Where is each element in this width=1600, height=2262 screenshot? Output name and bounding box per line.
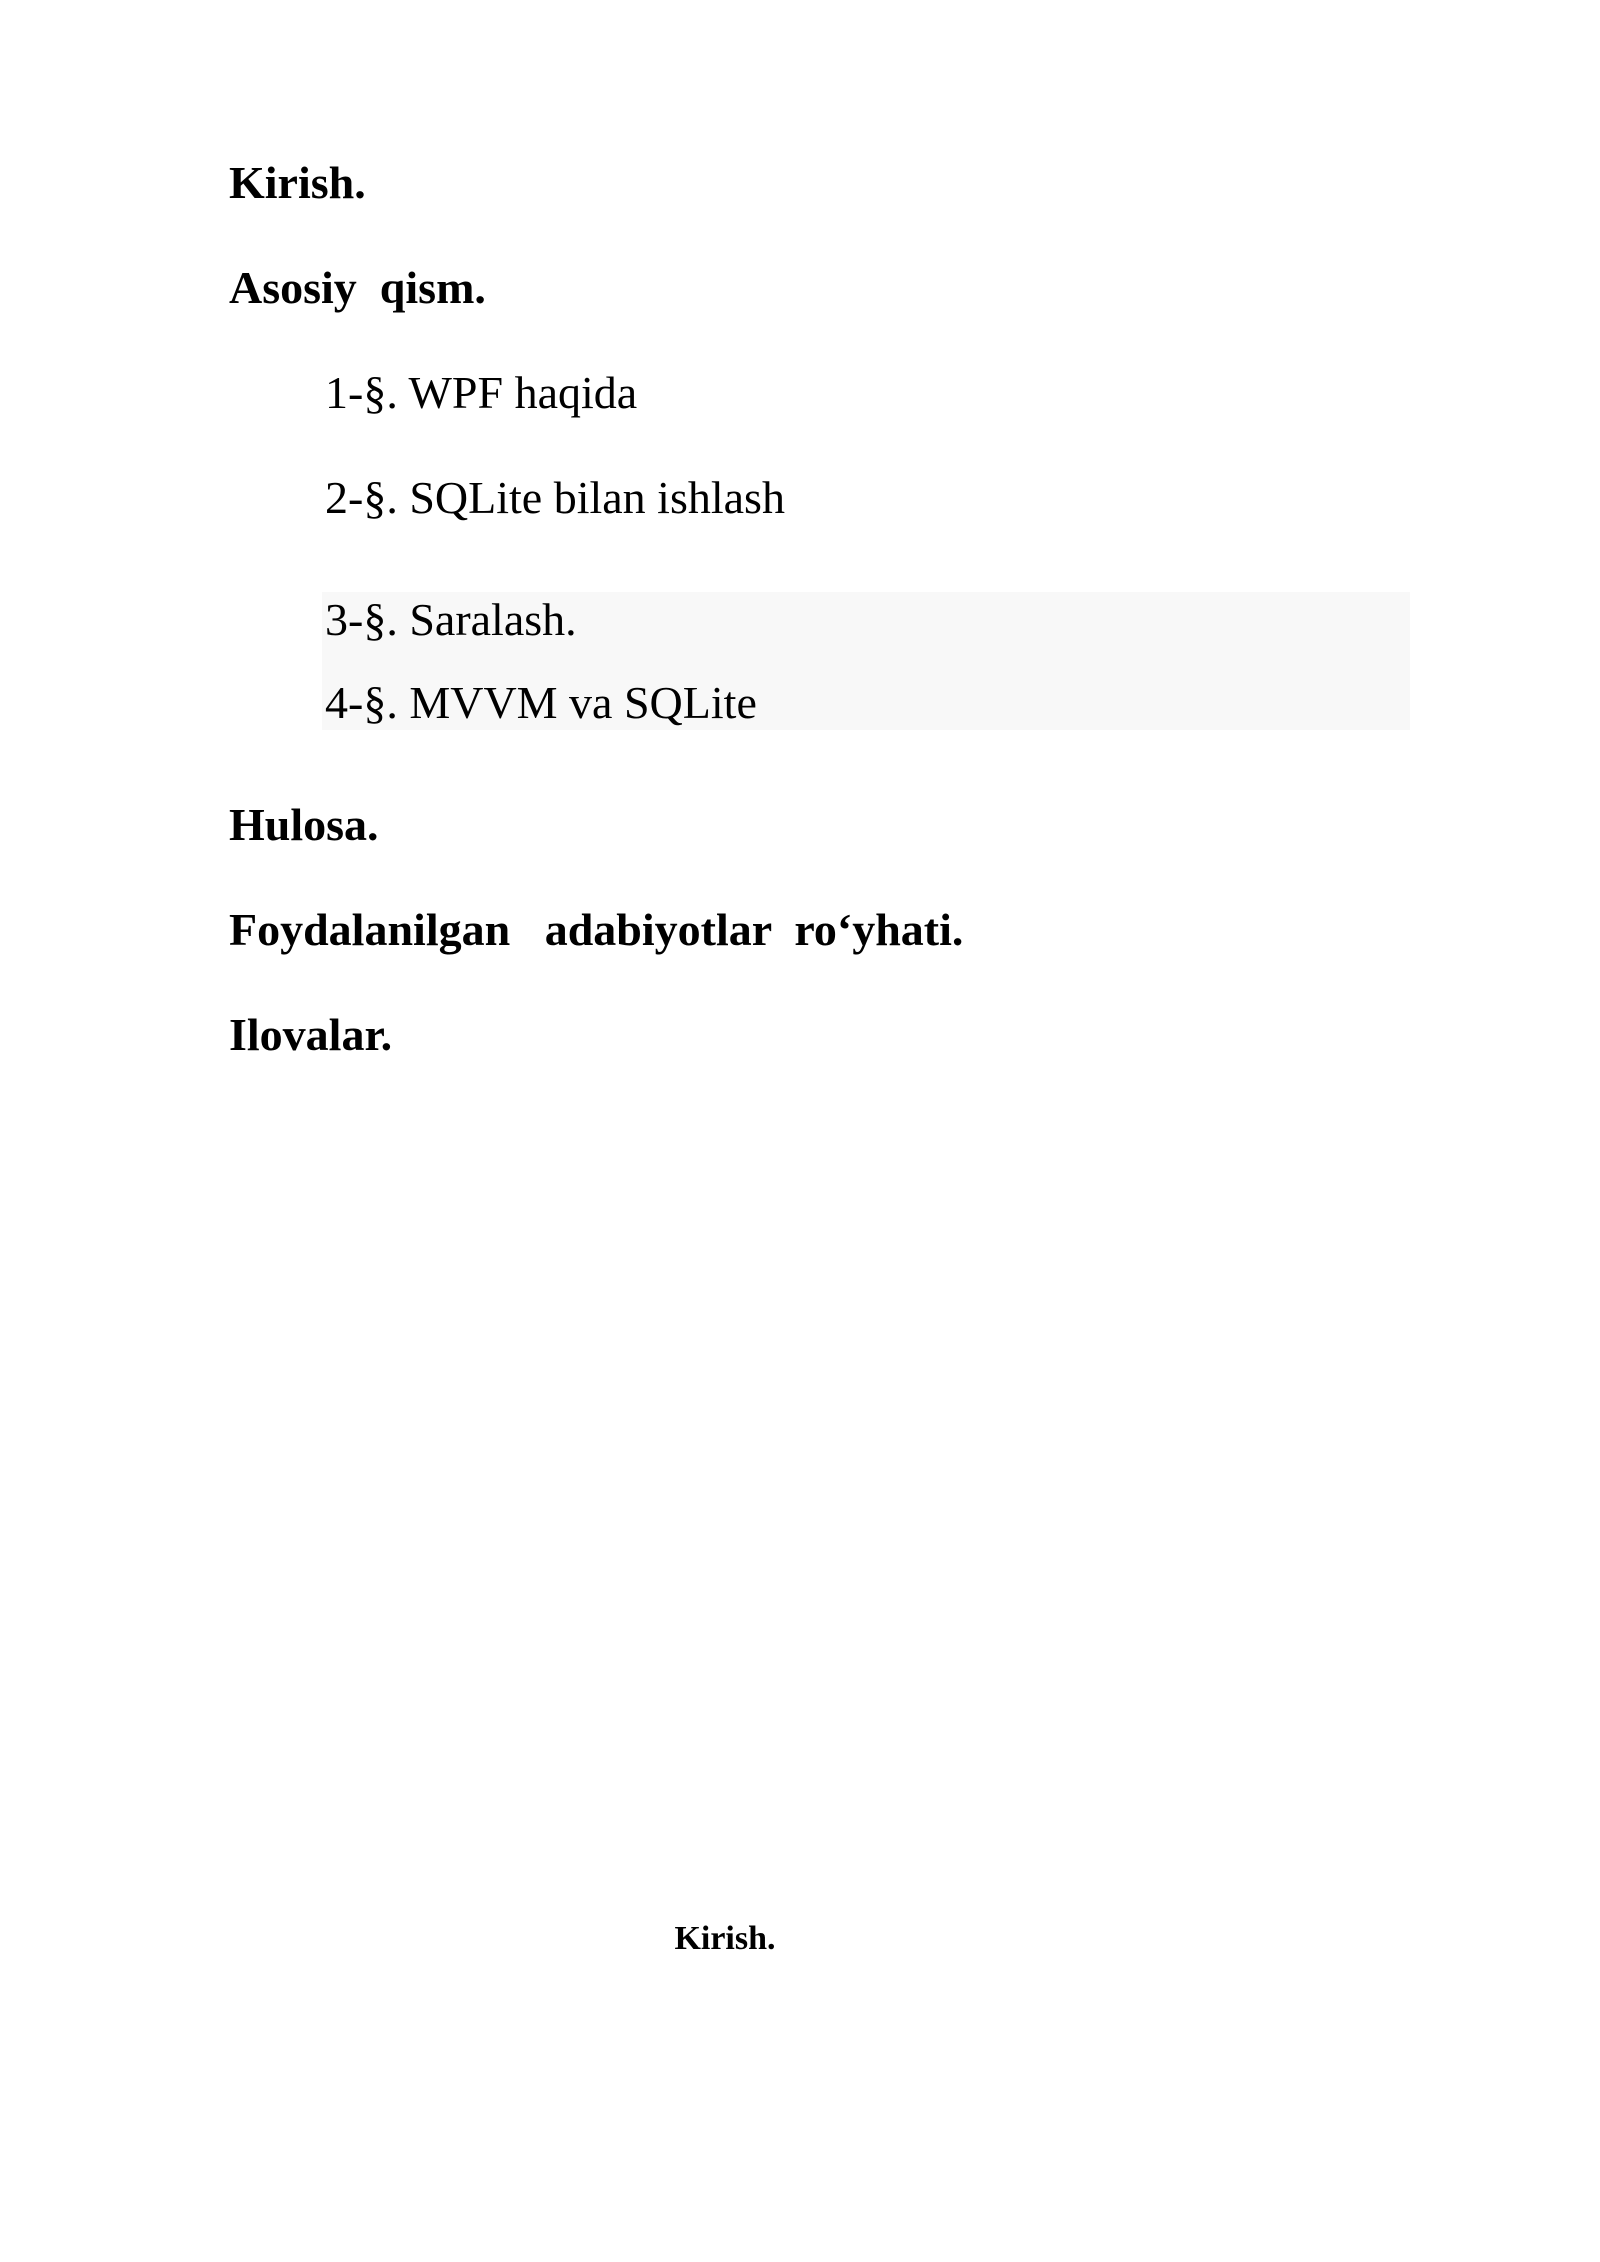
section-heading-kirish: Kirish. [674, 1920, 776, 1957]
toc-subentry-mvvm: 4-§. MVVM va SQLite [325, 677, 757, 728]
toc-entry-adabiyotlar: Foydalanilgan adabiyotlar ro‘yhati. [229, 904, 964, 955]
toc-subentry-saralash: 3-§. Saralash. [325, 594, 577, 645]
toc-entry-kirish: Kirish. [229, 157, 366, 208]
toc-entry-asosiy-qism: Asosiy qism. [229, 262, 486, 313]
toc-subentry-sqlite: 2-§. SQLite bilan ishlash [325, 472, 785, 523]
toc-entry-ilovalar: Ilovalar. [229, 1009, 393, 1060]
toc-entry-hulosa: Hulosa. [229, 799, 379, 850]
toc-subentry-wpf: 1-§. WPF haqida [325, 367, 638, 418]
